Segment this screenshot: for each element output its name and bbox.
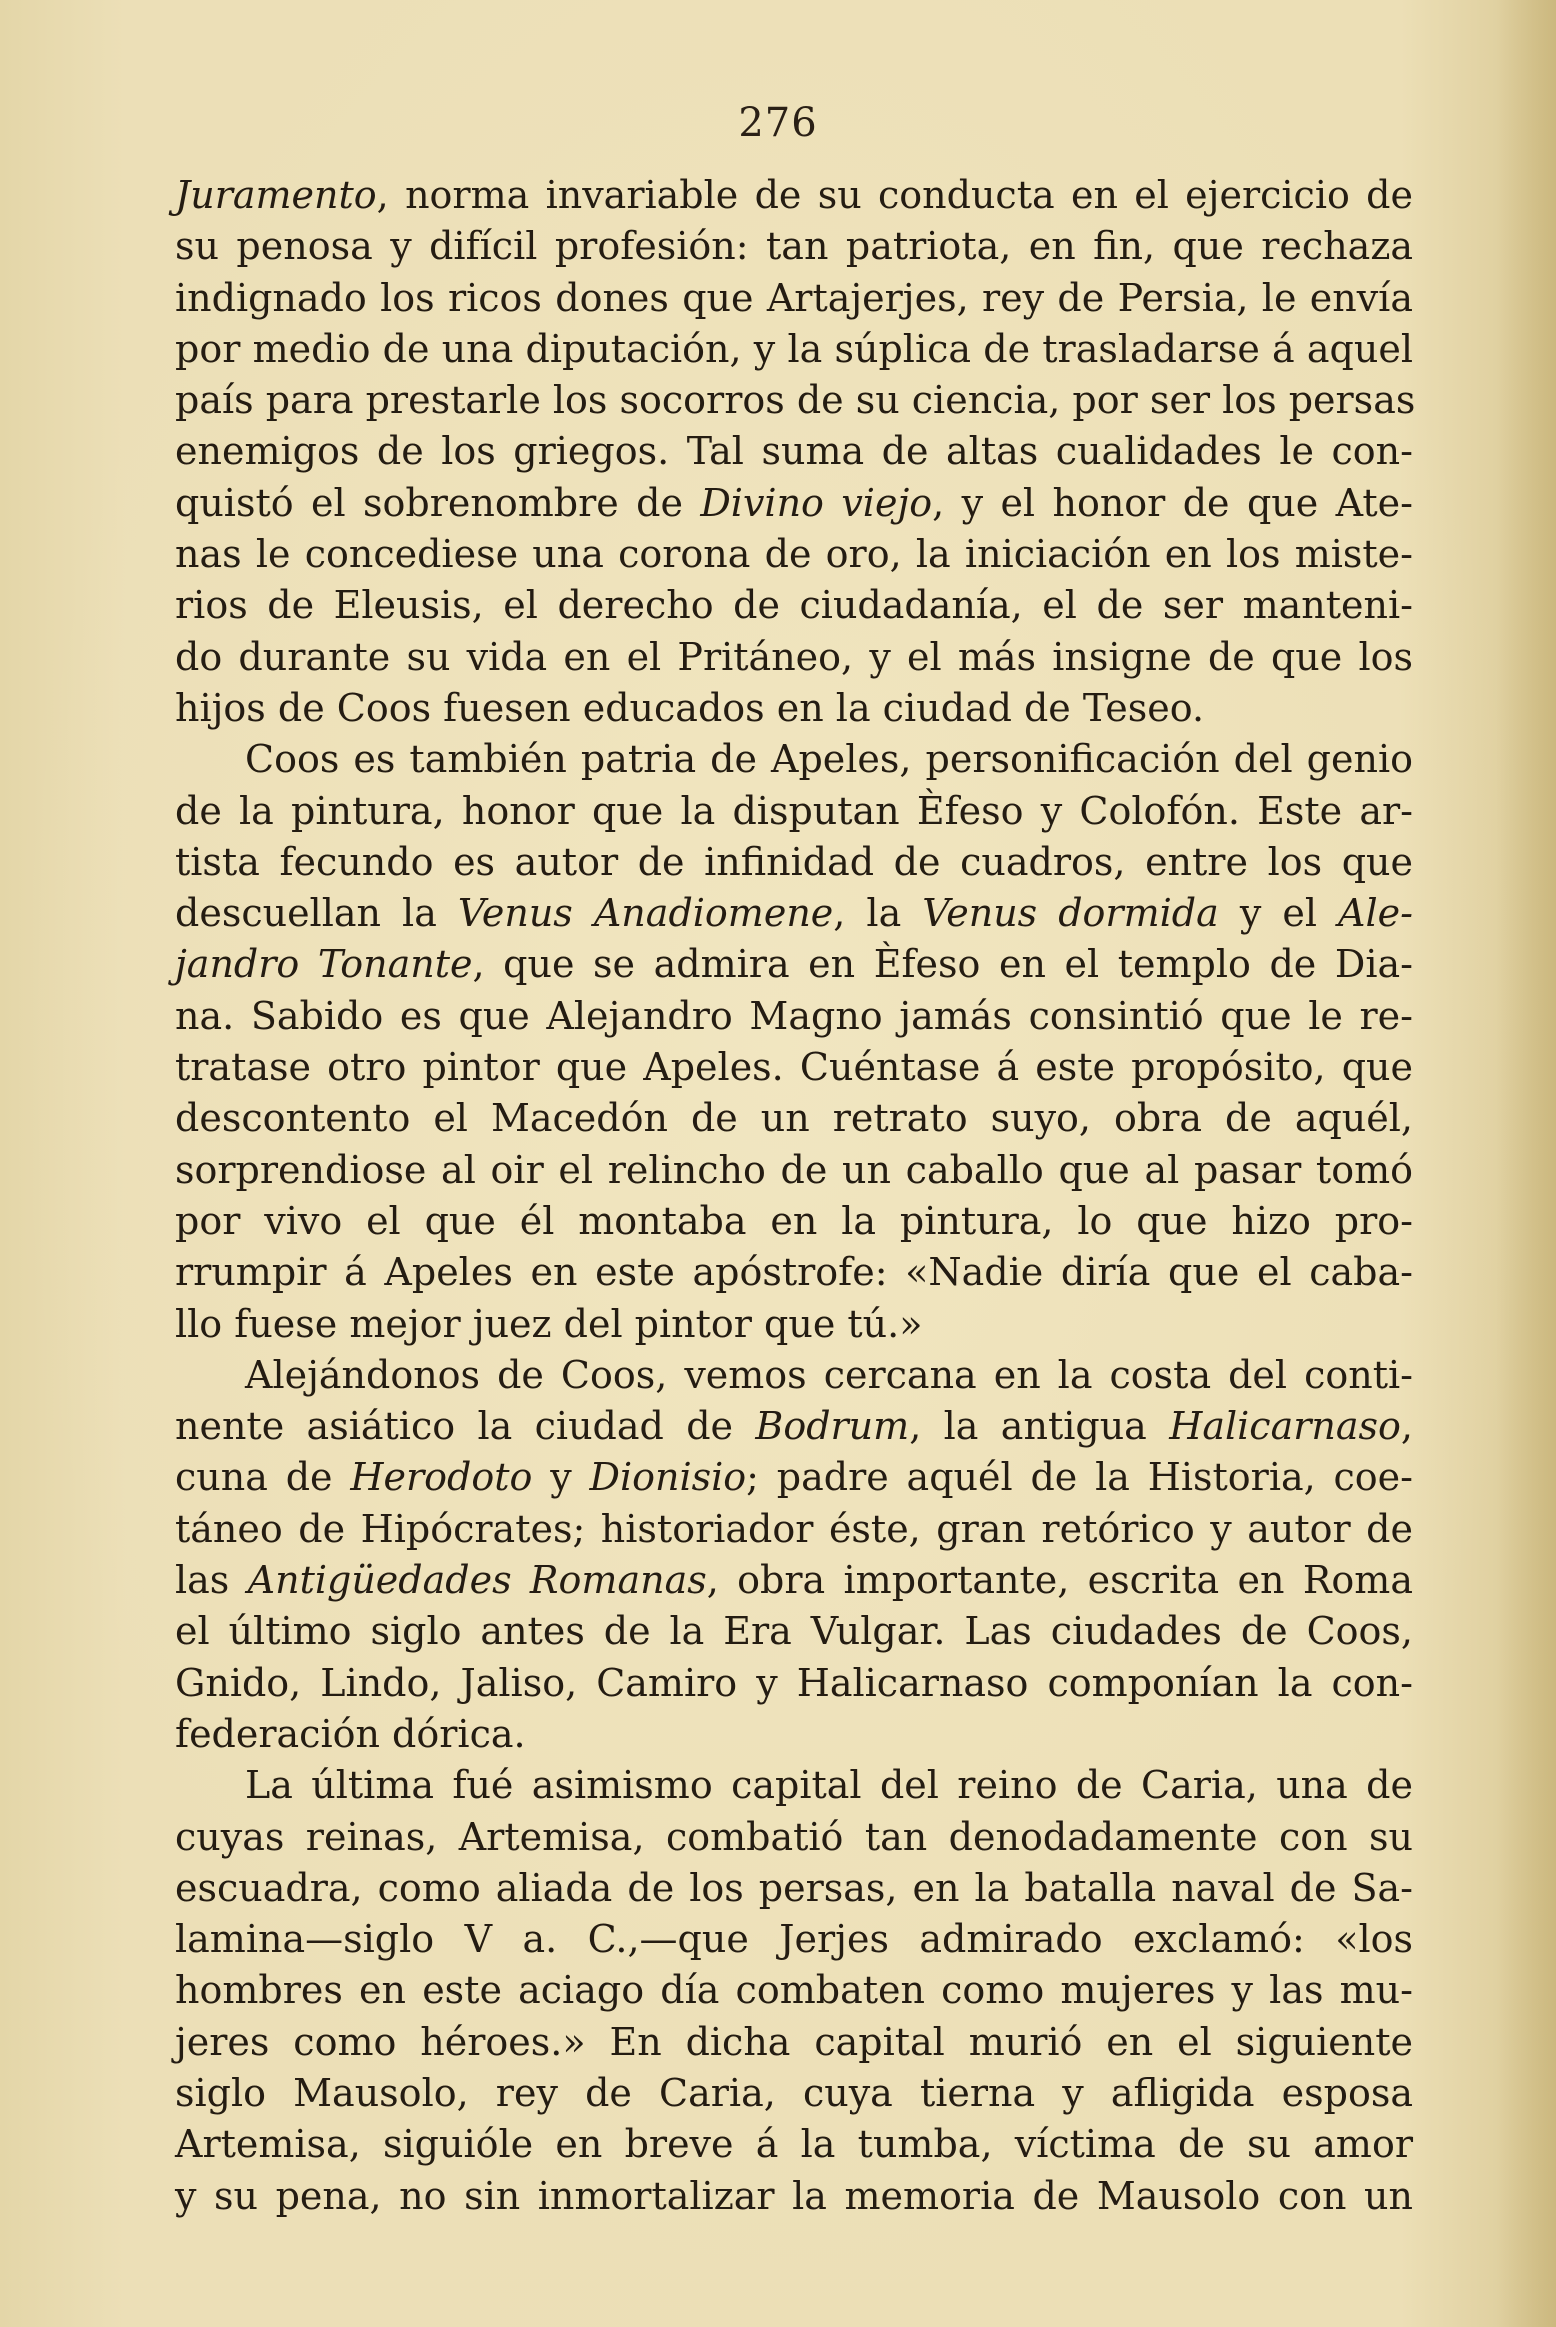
- text-run: táneo de Hipócrates; historiador éste, gran retórico y autor de: [175, 1506, 1413, 1551]
- text-line: [175, 1299, 1413, 1350]
- text-line: [175, 324, 1413, 375]
- italic-text: Bodrum: [755, 1404, 910, 1449]
- text-run: , obra importante, escrita en Roma: [706, 1558, 1413, 1603]
- text-run: siglo Mausolo, rey de Caria, cuya tierna y afligida esposa: [175, 2070, 1413, 2115]
- text-line: [175, 1965, 1413, 2016]
- text-run: por vivo el que él montaba en la pintura, lo que hizo pro-: [175, 1198, 1413, 1243]
- text-run: cuna de: [175, 1455, 351, 1500]
- text-run: su penosa y difícil profesión: tan patriota, en fin, que rechaza: [175, 224, 1413, 269]
- text-line: [175, 1812, 1413, 1863]
- text-run: enemigos de los griegos. Tal suma de altas cualidades le con-: [175, 429, 1413, 474]
- text-run: las: [175, 1558, 248, 1603]
- text-run: lamina—siglo V a. C.,—que Jerjes admirado exclamó: «los: [175, 1917, 1413, 1962]
- text-line: [175, 1247, 1413, 1298]
- text-run: , la: [833, 891, 923, 936]
- text-run: nente asiático la ciudad de: [175, 1404, 756, 1449]
- text-run: quistó el sobrenombre de: [175, 480, 701, 525]
- text-line: [175, 1145, 1413, 1196]
- text-line: [175, 1042, 1413, 1093]
- italic-text: Dionisio: [589, 1455, 747, 1500]
- italic-text: jandro Tonante: [175, 942, 473, 987]
- text-line: [175, 1709, 1413, 1760]
- text-line: [175, 170, 1413, 221]
- text-run: tista fecundo es autor de infinidad de cuadros, entre los que: [175, 839, 1413, 884]
- text-line: [175, 2119, 1413, 2170]
- italic-text: Herodoto: [350, 1455, 533, 1500]
- page-edge-shadow: [1496, 0, 1556, 2327]
- text-run: cuyas reinas, Artemisa, combatió tan denodadamente con su: [175, 1814, 1413, 1859]
- text-line: [175, 375, 1416, 426]
- text-run: Gnido, Lindo, Jaliso, Camiro y Halicarnaso componían la con-: [175, 1660, 1413, 1705]
- text-line: [175, 1093, 1413, 1144]
- text-run: Coos es también patria de Apeles, personificación del genio: [245, 737, 1413, 782]
- text-run: sorprendiose al oir el relincho de un caballo que al pasar tomó: [175, 1147, 1413, 1192]
- body-text: [175, 170, 1416, 2222]
- text-line: [175, 1504, 1413, 1555]
- text-line: [175, 529, 1413, 580]
- text-run: el último siglo antes de la Era Vulgar. Las ciudades de Coos,: [175, 1609, 1413, 1654]
- text-line: [175, 1863, 1413, 1914]
- text-run: hombres en este aciago día combaten como mujeres y las mu-: [175, 1968, 1413, 2013]
- text-line: [175, 1196, 1413, 1247]
- text-run: La última fué asimismo capital del reino de Caria, una de: [245, 1763, 1413, 1808]
- text-line: [175, 786, 1413, 837]
- page-number: 276: [738, 100, 818, 146]
- text-line: [175, 1401, 1413, 1452]
- text-run: do durante su vida en el Pritáneo, y el más insigne de que los: [175, 634, 1413, 679]
- text-run: indignado los ricos dones que Artajerjes, rey de Persia, le envía: [175, 275, 1413, 320]
- text-run: por medio de una diputación, y la súplica de trasladarse á aquel: [175, 326, 1413, 371]
- text-line: [175, 632, 1413, 683]
- text-line: [175, 837, 1413, 888]
- text-line: [175, 2017, 1413, 2068]
- italic-text: Venus dormida: [922, 891, 1219, 936]
- italic-text: Venus Anadiomene: [457, 891, 834, 936]
- text-line: [175, 888, 1413, 939]
- italic-text: Halicarnaso: [1169, 1404, 1401, 1449]
- text-run: rrumpir á Apeles en este apóstrofe: «Nadie diría que el caba-: [175, 1250, 1413, 1295]
- text-line: [175, 273, 1413, 324]
- text-line: [175, 991, 1413, 1042]
- text-line: [175, 580, 1413, 631]
- text-run: descuellan la: [175, 891, 458, 936]
- text-line: [175, 939, 1413, 990]
- text-line: [175, 1914, 1413, 1965]
- text-line: [175, 221, 1413, 272]
- text-line: [175, 1606, 1413, 1657]
- text-run: llo fuese mejor juez del pintor que tú.»: [175, 1301, 923, 1346]
- text-run: , y el honor de que Ate-: [932, 480, 1413, 525]
- text-line: [175, 2068, 1413, 2119]
- text-run: hijos de Coos fuesen educados en la ciudad de Teseo.: [175, 685, 1205, 730]
- text-run: , la antigua: [909, 1404, 1170, 1449]
- text-run: jeres como héroes.» En dicha capital murió en el siguiente: [175, 2019, 1413, 2064]
- text-run: escuadra, como aliada de los persas, en la batalla naval de Sa-: [175, 1865, 1413, 1910]
- text-run: de la pintura, honor que la disputan Èfeso y Colofón. Este ar-: [175, 788, 1413, 833]
- text-run: país para prestarle los socorros de su ciencia, por ser los persas: [175, 378, 1416, 423]
- text-run: rios de Eleusis, el derecho de ciudadanía, el de ser manteni-: [175, 583, 1413, 628]
- text-line: [175, 478, 1413, 529]
- italic-text: Divino viejo: [700, 480, 933, 525]
- text-run: y: [532, 1455, 590, 1500]
- italic-text: Juramento: [175, 173, 377, 217]
- text-line: [175, 1658, 1413, 1709]
- text-run: na. Sabido es que Alejandro Magno jamás consintió que le re-: [175, 993, 1413, 1038]
- italic-text: Ale-: [1338, 891, 1413, 936]
- text-run: Artemisa, siguióle en breve á la tumba, víctima de su amor: [175, 2122, 1413, 2167]
- text-line: [175, 2171, 1413, 2222]
- text-run: , norma invariable de su conducta en el ejercicio de: [376, 173, 1413, 217]
- text-run: nas le concediese una corona de oro, la iniciación en los miste-: [175, 532, 1413, 577]
- text-run: federación dórica.: [175, 1711, 526, 1756]
- text-line: [175, 1760, 1413, 1811]
- text-line: [175, 683, 1413, 734]
- text-line: [175, 734, 1413, 785]
- text-run: ; padre aquél de la Historia, coe-: [746, 1455, 1414, 1500]
- text-run: Alejándonos de Coos, vemos cercana en la costa del conti-: [245, 1352, 1413, 1397]
- text-run: tratase otro pintor que Apeles. Cuéntase á este propósito, que: [175, 1045, 1413, 1090]
- text-line: [175, 1555, 1413, 1606]
- italic-text: Antigüedades Romanas: [247, 1558, 707, 1603]
- text-line: [175, 426, 1413, 477]
- text-line: [175, 1350, 1413, 1401]
- text-run: , que se admira en Èfeso en el templo de Dia-: [472, 942, 1413, 987]
- text-run: y su pena, no sin inmortalizar la memoria de Mausolo con un: [175, 2173, 1413, 2218]
- text-line: [175, 1452, 1413, 1503]
- text-run: descontento el Macedón de un retrato suyo, obra de aquél,: [175, 1096, 1413, 1141]
- text-run: ,: [1400, 1404, 1413, 1449]
- text-run: y el: [1218, 891, 1339, 936]
